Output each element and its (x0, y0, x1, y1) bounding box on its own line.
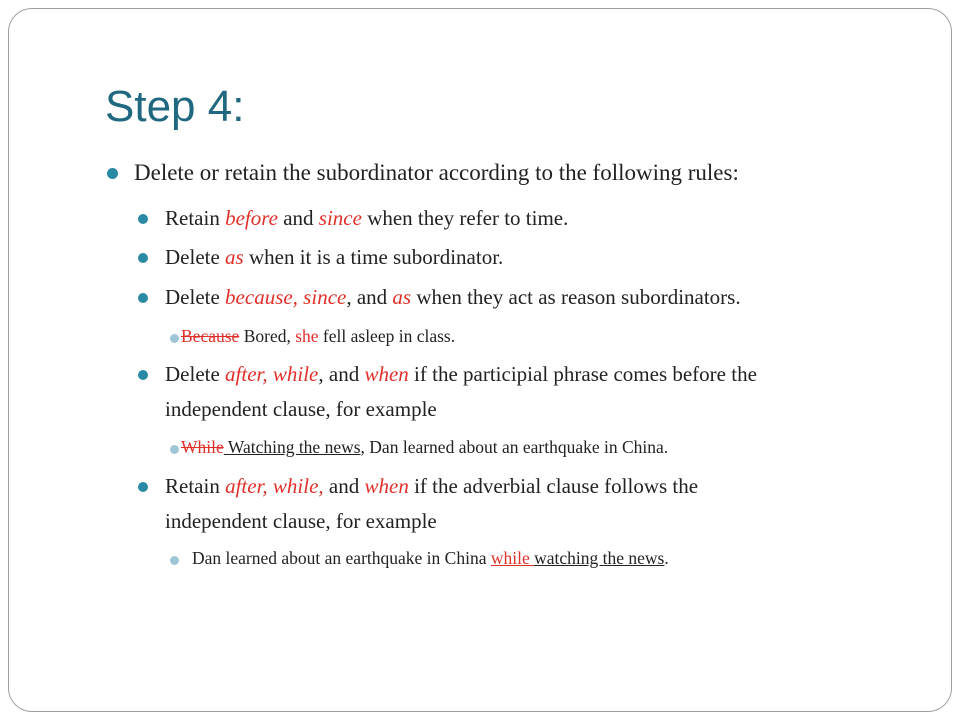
rule-1 (165, 206, 568, 231)
rule-2 (165, 245, 503, 270)
struck-word: While (181, 437, 224, 457)
keyword: after, while, (225, 474, 324, 498)
keyword: as (225, 245, 244, 269)
keyword: when (364, 474, 409, 498)
example-text: . (664, 548, 669, 568)
rule-text: when they act as reason subordinators. (411, 285, 741, 309)
example-text: , Dan learned about an earthquake in China. (360, 437, 669, 457)
highlighted-word: she (295, 326, 319, 346)
keyword: after, while (225, 362, 319, 386)
bullet-icon (138, 214, 148, 224)
bullet-icon (138, 253, 148, 263)
rule-text: Retain (165, 206, 226, 230)
rule-text: , and (346, 285, 393, 309)
bullet-icon (138, 293, 148, 303)
rule-text: when they refer to time. (361, 206, 569, 230)
bullet-icon (170, 334, 179, 343)
keyword: before (225, 206, 278, 230)
highlighted-word: while (490, 548, 535, 568)
bullet-icon (170, 556, 179, 565)
rule-text: when it is a time subordinator. (243, 245, 504, 269)
rule-text: Delete (165, 285, 226, 309)
keyword: since (318, 206, 362, 230)
rule-text: Delete (165, 362, 226, 386)
rule-4 (165, 362, 757, 387)
example-1 (181, 326, 455, 347)
rule-text: Delete (165, 245, 226, 269)
rule-text: and (323, 474, 365, 498)
bullet-icon (107, 168, 118, 179)
bullet-icon (138, 482, 148, 492)
example-text: fell asleep in class. (318, 326, 456, 346)
keyword: when (364, 362, 409, 386)
keyword: as (392, 285, 412, 309)
slide-title: Step 4: (105, 82, 245, 131)
example-text: Dan learned about an earthquake in China (192, 548, 491, 568)
rule-3 (165, 285, 741, 310)
underlined-phrase: Watching the news (223, 437, 361, 457)
rule-text: if the participial phrase comes before the (408, 362, 757, 386)
rule-text: Retain (165, 474, 226, 498)
rule-text: and (277, 206, 319, 230)
example-3 (192, 548, 669, 569)
struck-word: Because (181, 326, 240, 346)
rule-text: if the adverbial clause follows the (408, 474, 699, 498)
rule-4-line-2: independent clause, for example (165, 397, 437, 421)
bullet-icon (138, 370, 148, 380)
keyword: because, since (225, 285, 347, 309)
rule-text: , and (318, 362, 365, 386)
bullet-icon (170, 445, 179, 454)
example-2 (181, 437, 668, 458)
example-text: Bored, (239, 326, 296, 346)
intro-text: Delete or retain the subordinator according to the following rules: (134, 160, 739, 185)
rule-5 (165, 474, 698, 499)
rule-5-line-2: independent clause, for example (165, 509, 437, 533)
underlined-phrase: watching the news (534, 548, 665, 568)
